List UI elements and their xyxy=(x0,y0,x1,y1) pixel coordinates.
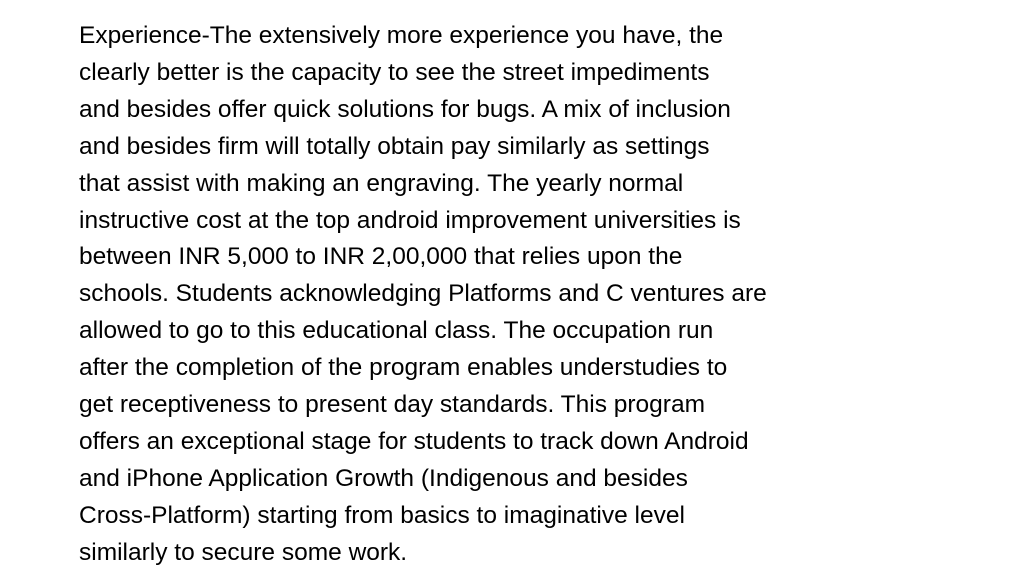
paragraph-line-9: allowed to go to this educational class. The occupation run xyxy=(79,317,714,345)
paragraph-line-8: schools. Students acknowledging Platforms and C ventures are xyxy=(79,280,767,308)
paragraph-line-3: and besides offer quick solutions for bugs. A mix of inclusion xyxy=(79,95,731,123)
paragraph-line-14: Cross-Platform) starting from basics to imaginative level xyxy=(79,501,685,529)
paragraph-line-15: similarly to secure some work. xyxy=(79,538,408,566)
paragraph-line-2: clearly better is the capacity to see the street impediments xyxy=(79,58,710,86)
paragraph-line-1: Experience-The extensively more experience you have, the xyxy=(79,22,724,49)
body-paragraph xyxy=(79,18,979,572)
paragraph-line-11: get receptiveness to present day standards. This program xyxy=(79,391,705,419)
paragraph-line-10: after the completion of the program enables understudies to xyxy=(79,354,728,382)
paragraph-line-12: offers an exceptional stage for students to track down Android xyxy=(79,427,749,455)
paragraph-line-4: and besides firm will totally obtain pay similarly as settings xyxy=(79,132,710,160)
paragraph-line-7: between INR 5,000 to INR 2,00,000 that relies upon the xyxy=(79,243,683,271)
paragraph-line-6: instructive cost at the top android improvement universities is xyxy=(79,206,741,234)
paragraph-line-13: and iPhone Application Growth (Indigenous and besides xyxy=(79,464,688,492)
paragraph-line-5: that assist with making an engraving. The yearly normal xyxy=(79,169,684,197)
